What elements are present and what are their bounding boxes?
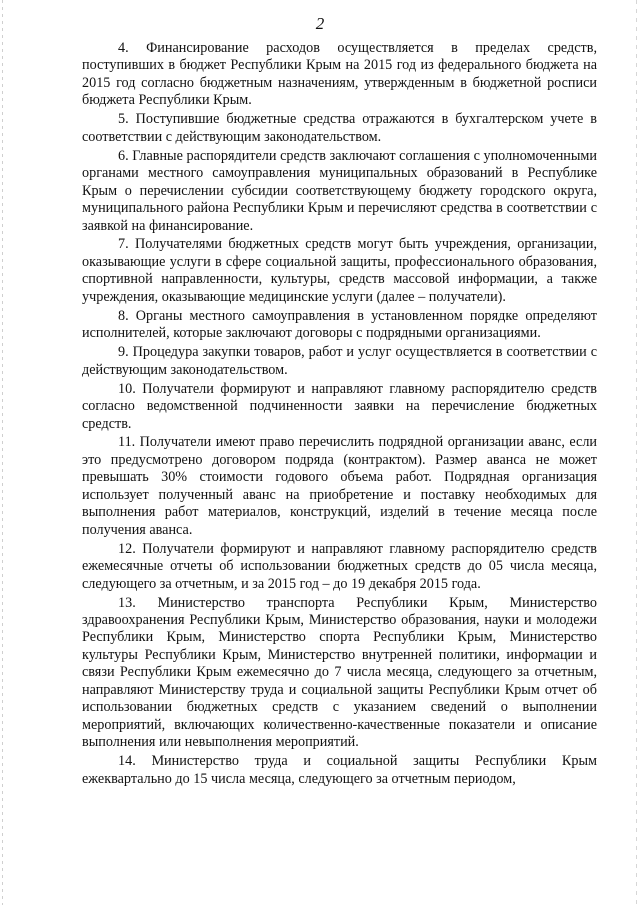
paragraph-13: 13. Министерство транспорта Республики Крым, Министерство здравоохранения Республики Крым, Министерство образования, науки и молодежи Республики Крым, Министерство спорта Республики Крым, Министерство культуры Республики Крым, Министерство внутренней политики, информации и связи Республики Крым ежемесячно до 7 числа месяца, следующего за отчетным, направляют Министерству труда и социальной защиты Республики Крым отчет об использовании бюджетных средств с указанием сведений о выполнении мероприятий, включающих количественно-качественные показатели и описание выполнения или невыполнения мероприятий. [82, 594, 597, 751]
document-body [82, 40, 597, 788]
page-number: 2 [315, 14, 325, 33]
paragraph-9: 9. Процедура закупки товаров, работ и услуг осуществляется в соответствии с действующим законодательством. [82, 344, 597, 378]
paragraph-11: 11. Получатели имеют право перечислить подрядной организации аванс, если это предусмотрено договором подряда (контрактом). Размер аванса не может превышать 30% стоимости годового объема работ. Подрядная организация использует полученный аванс на приобретение и поставку необходимых для выполнения работ материалов, конструкций, изделий в течение месяца после получения аванса. [82, 434, 597, 538]
paragraph-7: 7. Получателями бюджетных средств могут быть учреждения, организации, оказывающие услуги в сфере социальной защиты, профессионального образования, спортивной направленности, культуры, средств массовой информации, а также учреждения, оказывающие медицинские услуги (далее – получатели). [82, 236, 597, 305]
paragraph-8: 8. Органы местного самоуправления в установленном порядке определяют исполнителей, которые заключают договоры с подрядными организациями. [82, 307, 597, 342]
paragraph-10: 10. Получатели формируют и направляют главному распорядителю средств согласно ведомственной подчиненности заявки на перечисление бюджетных средств. [82, 380, 597, 432]
paragraph-6: 6. Главные распорядители средств заключают соглашения с уполномоченными органами местного самоуправления муниципальных образований в Республике Крым о перечислении субсидии соответствующему бюджету городского округа, муниципального района Республики Крым и перечисляют средства в соответствии с заявкой на финансирование. [82, 147, 597, 234]
paragraph-5: 5. Поступившие бюджетные средства отражаются в бухгалтерском учете в соответствии с действующим законодательством. [82, 111, 597, 145]
paragraph-14: 14. Министерство труда и социальной защиты Республики Крым ежеквартально до 15 числа месяца, следующего за отчетным периодом, [82, 753, 597, 787]
scan-right-edge [636, 0, 637, 905]
scan-left-edge [2, 0, 3, 905]
paragraph-12: 12. Получатели формируют и направляют главному распорядителю средств ежемесячные отчеты об использовании бюджетных средств до 05 числа месяца, следующего за отчетным, и за 2015 год – до 19 декабря 2015 года. [82, 540, 597, 592]
paragraph-4: 4. Финансирование расходов осуществляется в пределах средств, поступивших в бюджет Республики Крым на 2015 год из федерального бюджета на 2015 год согласно бюджетным назначениям, утвержденным в бюджетной росписи бюджета Республики Крым. [82, 40, 597, 109]
